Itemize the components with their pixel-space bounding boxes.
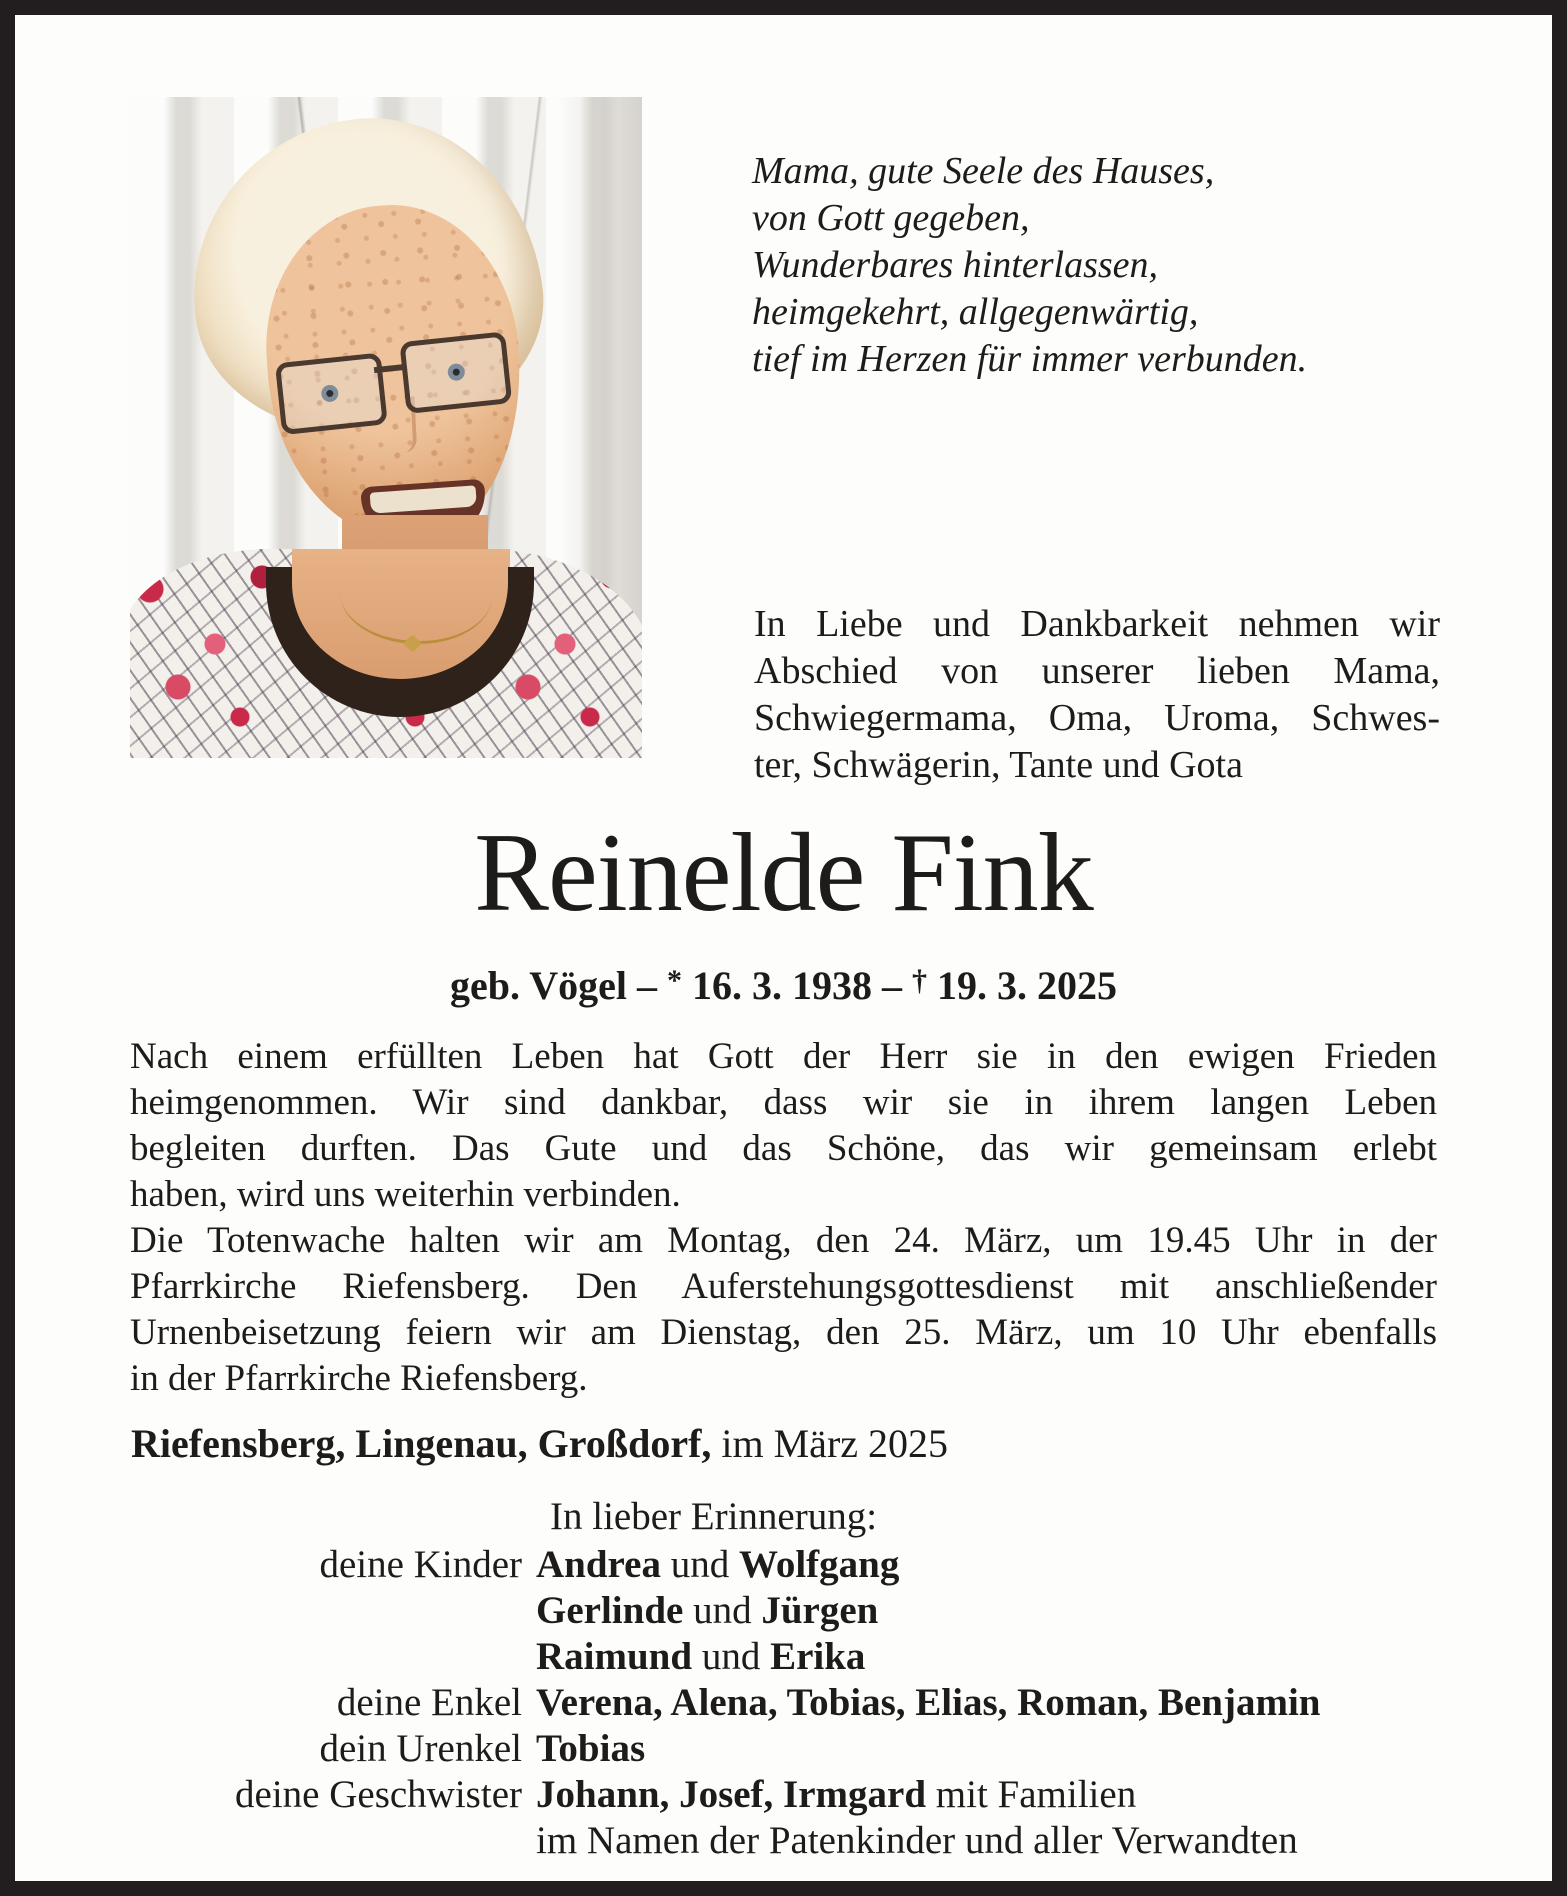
signoff-places: Riefensberg, Lingenau, Großdorf, <box>131 1421 712 1466</box>
right-lens <box>399 331 512 414</box>
family-name: Erika <box>770 1635 866 1678</box>
family-name: Verena, Alena, Tobias, Elias, Roman, Benjamin <box>536 1681 1321 1724</box>
intro-line: Abschied von unserer lieben Mama, <box>754 650 1440 692</box>
intro-paragraph <box>754 601 1440 789</box>
family-list <box>130 1542 1450 1864</box>
family-suffix: mit Familien <box>935 1773 1137 1816</box>
conjunction: und <box>670 1543 730 1586</box>
poem-line: tief im Herzen für immer verbunden. <box>752 338 1308 380</box>
maiden-name: geb. Vögel <box>449 963 628 1008</box>
intro-line: In Liebe und Dankbarkeit nehmen wir <box>754 603 1440 645</box>
body-line: begleiten durften. Das Gute und das Schöne, das wir gemeinsam erlebt <box>130 1128 1437 1169</box>
family-name: Wolfgang <box>738 1543 900 1586</box>
family-row <box>130 1634 1450 1680</box>
family-row <box>130 1542 1450 1588</box>
family-name: Gerlinde <box>536 1589 684 1632</box>
signoff <box>131 1420 948 1467</box>
family-text: im Namen der Patenkinder und aller Verwandten <box>536 1819 1298 1862</box>
body-line: haben, wird uns weiterhin verbinden. <box>130 1174 681 1215</box>
teeth <box>370 485 477 513</box>
family-name: Jürgen <box>761 1589 879 1632</box>
portrait-photo <box>130 97 642 758</box>
deceased-name: Reinelde Fink <box>474 811 1093 935</box>
family-row <box>130 1680 1450 1726</box>
family-name: Tobias <box>536 1727 646 1770</box>
vitals-line <box>0 962 1567 1009</box>
dash: – <box>882 963 903 1008</box>
family-row <box>130 1818 1450 1864</box>
family-name: Raimund <box>536 1635 693 1678</box>
dash: – <box>637 963 658 1008</box>
left-eye <box>320 384 339 403</box>
poem-line: Mama, gute Seele des Hauses, <box>752 150 1215 192</box>
family-row <box>130 1588 1450 1634</box>
poem-line: Wunderbares hinterlassen, <box>752 244 1159 286</box>
family-label: deine Enkel <box>336 1681 522 1724</box>
body-line: Die Totenwache halten wir am Montag, den 24. März, um 19.45 Uhr in der <box>130 1220 1437 1261</box>
intro-line: Schwiegermama, Oma, Uroma, Schwes- <box>754 697 1440 739</box>
body-line: heimgenommen. Wir sind dankbar, dass wir sie in ihrem langen Leben <box>130 1082 1437 1123</box>
birth-star-symbol: * <box>667 964 683 997</box>
family-label: deine Geschwister <box>235 1773 522 1816</box>
family-row <box>130 1726 1450 1772</box>
family-name: Andrea <box>536 1543 661 1586</box>
family-row <box>130 1772 1450 1818</box>
conjunction: und <box>693 1589 752 1632</box>
left-lens <box>275 352 388 435</box>
body-paragraphs <box>130 1034 1437 1402</box>
body-line: Urnenbeisetzung feiern wir am Dienstag, den 25. März, um 10 Uhr ebenfalls <box>130 1312 1437 1353</box>
remembrance-heading: In lieber Erinnerung: <box>550 1495 878 1538</box>
family-label: dein Urenkel <box>319 1727 522 1770</box>
poem-line: heimgekehrt, allgegenwärtig, <box>752 291 1199 333</box>
poem <box>752 148 1452 383</box>
poem-line: von Gott gegeben, <box>752 197 1030 239</box>
right-eye <box>447 363 466 382</box>
birth-date: 16. 3. 1938 <box>692 963 873 1008</box>
intro-line: ter, Schwägerin, Tante und Gota <box>754 744 1243 786</box>
conjunction: und <box>701 1635 761 1678</box>
family-label: deine Kinder <box>319 1543 522 1586</box>
body-line: Pfarrkirche Riefensberg. Den Auferstehungsgottesdienst mit anschließender <box>130 1266 1437 1307</box>
death-cross-symbol: † <box>912 964 928 997</box>
signoff-date: im März 2025 <box>721 1421 949 1466</box>
body-line: in der Pfarrkirche Riefensberg. <box>130 1358 588 1399</box>
death-date: 19. 3. 2025 <box>937 963 1118 1008</box>
family-name: Johann, Josef, Irmgard <box>536 1773 927 1816</box>
body-line: Nach einem erfüllten Leben hat Gott der Herr sie in den ewigen Frieden <box>130 1036 1437 1077</box>
